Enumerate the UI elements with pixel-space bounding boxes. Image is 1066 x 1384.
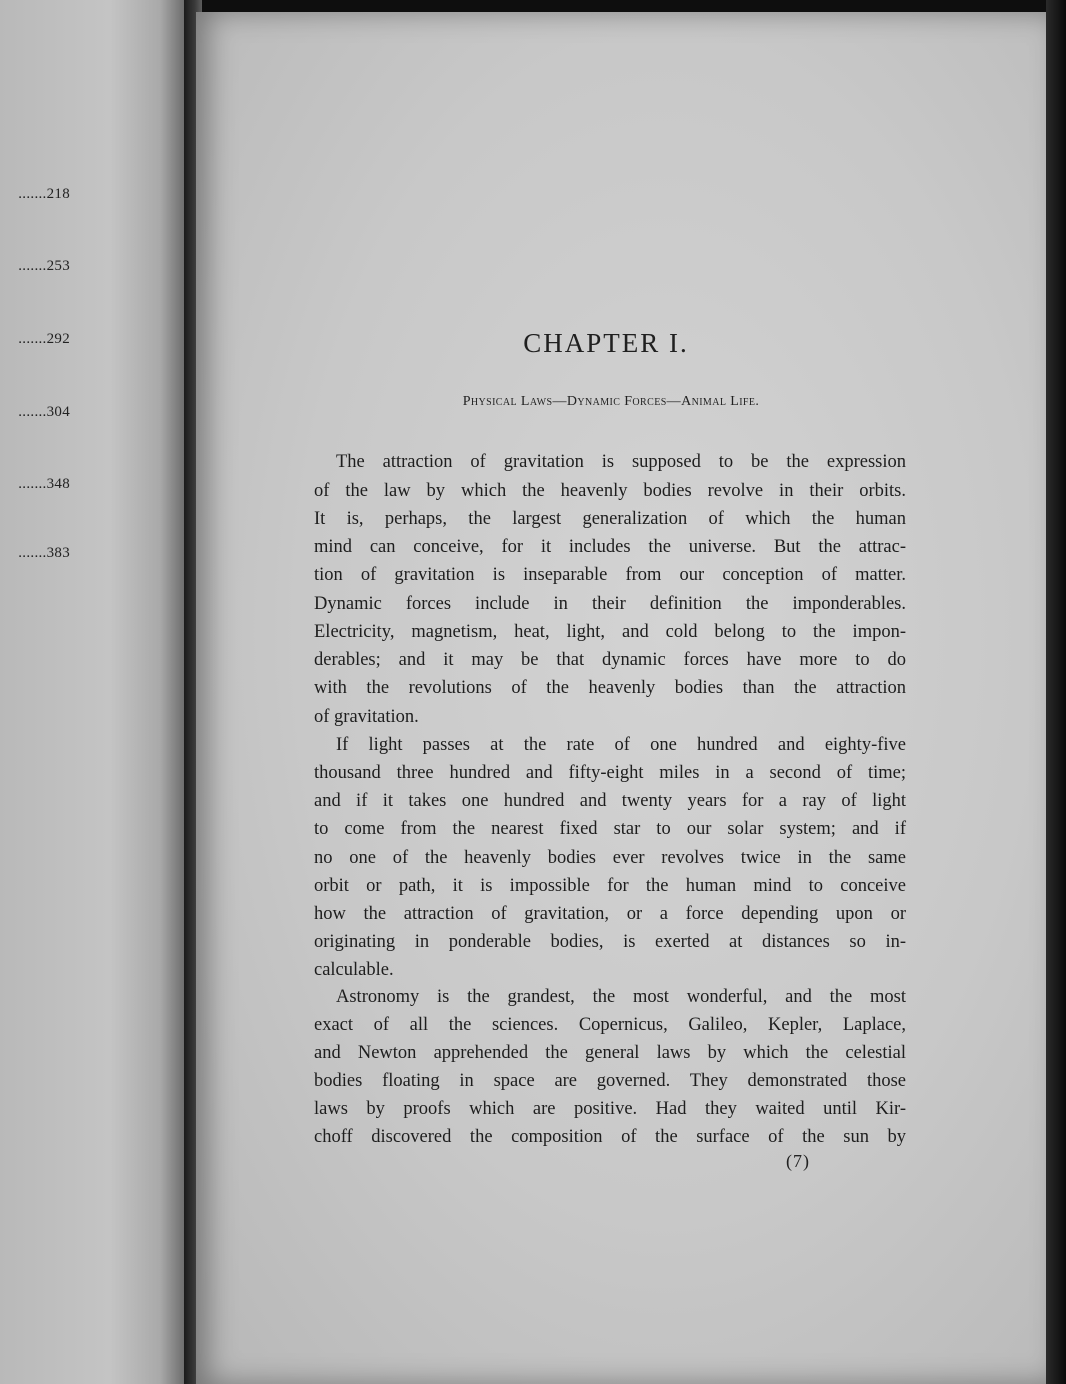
toc-entry: .......383: [18, 545, 70, 561]
text-line: laws by proofs which are positive. Had they waited until Kir-: [314, 1099, 906, 1119]
text-line: no one of the heavenly bodies ever revolves twice in the same: [314, 848, 906, 868]
text-line: orbit or path, it is impossible for the human mind to conceive: [314, 876, 906, 896]
text-line: Astronomy is the grandest, the most wonderful, and the most: [336, 987, 906, 1007]
text-line: exact of all the sciences. Copernicus, Galileo, Kepler, Laplace,: [314, 1015, 906, 1035]
text-line: with the revolutions of the heavenly bodies than the attraction: [314, 678, 906, 698]
right-page-edge: [1046, 0, 1066, 1384]
text-line: of the law by which the heavenly bodies revolve in their orbits.: [314, 481, 906, 501]
text-line: choff discovered the composition of the surface of the sun by: [314, 1127, 906, 1147]
text-line: derables; and it may be that dynamic forces have more to do: [314, 650, 906, 670]
chapter-title: CHAPTER I.: [523, 328, 689, 358]
toc-entry: .......218: [18, 186, 70, 202]
toc-entry: .......253: [18, 258, 70, 274]
toc-entry: .......304: [18, 404, 70, 420]
page-number: (7): [786, 1151, 810, 1171]
right-page: [196, 12, 1048, 1384]
text-line: The attraction of gravitation is supposed to be the expression: [336, 452, 906, 472]
text-line: tion of gravitation is inseparable from our conception of matter.: [314, 565, 906, 585]
text-line: Electricity, magnetism, heat, light, and cold belong to the impon-: [314, 622, 906, 642]
text-line: It is, perhaps, the largest generalization of which the human: [314, 509, 906, 529]
toc-entry: .......292: [18, 331, 70, 347]
text-line: how the attraction of gravitation, or a force depending upon or: [314, 904, 906, 924]
text-line: and if it takes one hundred and twenty years for a ray of light: [314, 791, 906, 811]
text-line: bodies floating in space are governed. They demonstrated those: [314, 1071, 906, 1091]
text-line: to come from the nearest fixed star to our solar system; and if: [314, 819, 906, 839]
left-page: [0, 0, 200, 1384]
text-line: thousand three hundred and fifty-eight miles in a second of time;: [314, 763, 906, 783]
chapter-subtitle: Physical Laws—Dynamic Forces—Animal Life.: [462, 394, 760, 409]
text-line: calculable.: [314, 960, 394, 980]
text-line: of gravitation.: [314, 707, 419, 727]
text-line: mind can conceive, for it includes the universe. But the attrac-: [314, 537, 906, 557]
text-line: If light passes at the rate of one hundred and eighty-five: [336, 735, 906, 755]
text-line: and Newton apprehended the general laws by which the celestial: [314, 1043, 906, 1063]
text-line: Dynamic forces include in their definition the imponderables.: [314, 594, 906, 614]
toc-entry: .......348: [18, 476, 70, 492]
text-line: originating in ponderable bodies, is exerted at distances so in-: [314, 932, 906, 952]
